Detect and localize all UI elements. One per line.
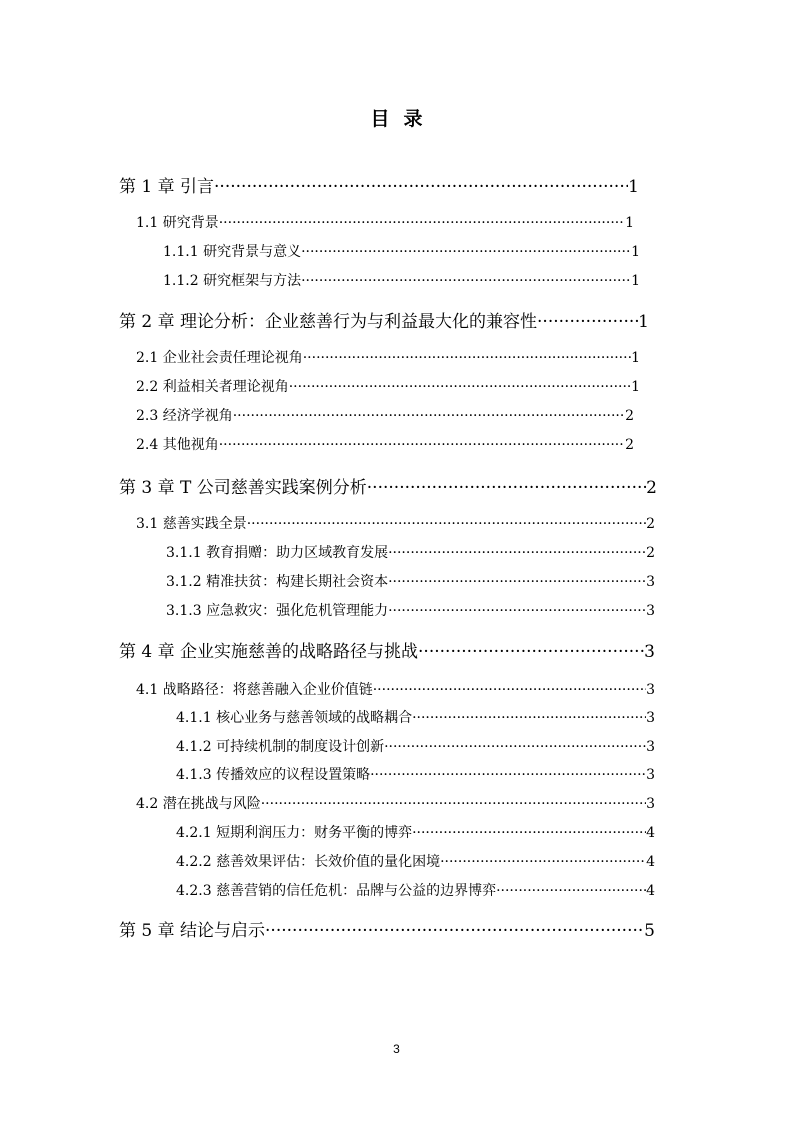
toc-label: 第 5 章 结论与启示: [119, 921, 266, 941]
toc-page: 4: [646, 854, 655, 870]
toc-title: 目录: [370, 108, 437, 130]
toc-label: 1.1.2 研究框架与方法: [163, 273, 302, 289]
toc-chapter-4[interactable]: [119, 637, 655, 661]
toc-page: 1: [638, 312, 649, 332]
toc-page: 3: [646, 603, 655, 619]
toc-leader: [301, 244, 631, 260]
toc-leader: [219, 215, 625, 231]
toc-subsection-4-1-1[interactable]: [176, 707, 655, 727]
toc-page: 1: [631, 244, 640, 260]
toc-label: 第 3 章 T 公司慈善实践案例分析: [119, 478, 367, 498]
toc-leader: [537, 312, 638, 332]
toc-subsection-4-2-3[interactable]: [176, 880, 655, 900]
toc-label: 第 1 章 引言: [119, 177, 215, 197]
toc-chapter-3[interactable]: [119, 473, 657, 497]
toc-subsection-3-1-2[interactable]: [166, 571, 655, 591]
toc-page: 4: [646, 825, 655, 841]
toc-leader: [370, 767, 646, 783]
toc-section-4-2[interactable]: [136, 793, 655, 813]
toc-label: 2.3 经济学视角: [136, 408, 233, 424]
toc-label: 第 2 章 理论分析：企业慈善行为与利益最大化的兼容性: [119, 312, 538, 332]
toc-page: 1: [631, 273, 640, 289]
toc-page: 1: [631, 379, 640, 395]
toc-label: 4.2.2 慈善效果评估：长效价值的量化困境: [176, 854, 441, 870]
toc-chapter-1[interactable]: [119, 172, 639, 196]
toc-leader: [388, 545, 646, 561]
toc-leader: [412, 825, 646, 841]
toc-label: 4.2.1 短期利润压力：财务平衡的博弈: [176, 825, 413, 841]
toc-section-3-1[interactable]: [136, 513, 655, 533]
toc-page: 2: [646, 478, 657, 498]
toc-page: 3: [644, 642, 655, 662]
toc-leader: [289, 379, 631, 395]
toc-section-1-1[interactable]: [136, 212, 634, 232]
toc-chapter-5[interactable]: [119, 916, 655, 940]
toc-section-4-1[interactable]: [136, 679, 655, 699]
toc-label: 2.4 其他视角: [136, 437, 219, 453]
toc-label: 4.2 潜在挑战与风险: [136, 796, 261, 812]
toc-page: 3: [646, 682, 655, 698]
toc-page: 1: [625, 215, 634, 231]
toc-leader: [301, 273, 631, 289]
toc-subsection-4-1-2[interactable]: [176, 736, 655, 756]
toc-label: 2.1 企业社会责任理论视角: [136, 350, 303, 366]
toc-section-2-1[interactable]: [136, 347, 640, 367]
toc-page: 1: [628, 177, 639, 197]
toc-leader: [233, 408, 625, 424]
toc-leader: [418, 642, 644, 662]
toc-leader: [440, 854, 646, 870]
toc-page: 2: [625, 437, 634, 453]
toc-label: 4.1.2 可持续机制的制度设计创新: [176, 739, 385, 755]
toc-leader: [388, 603, 646, 619]
toc-page: 4: [646, 883, 655, 899]
toc-subsection-4-2-1[interactable]: [176, 822, 655, 842]
page-number: 3: [393, 1042, 400, 1056]
toc-subsection-3-1-3[interactable]: [166, 600, 655, 620]
toc-label: 3.1.2 精准扶贫：构建长期社会资本: [166, 574, 389, 590]
toc-subsection-1-1-2[interactable]: [163, 270, 640, 290]
toc-leader: [496, 883, 646, 899]
toc-label: 4.1.3 传播效应的议程设置策略: [176, 767, 371, 783]
toc-page: 3: [646, 710, 655, 726]
toc-leader: [373, 682, 646, 698]
toc-leader: [265, 921, 644, 941]
toc-subsection-4-1-3[interactable]: [176, 764, 655, 784]
toc-page: 3: [646, 574, 655, 590]
toc-label: 1.1.1 研究背景与意义: [163, 244, 302, 260]
toc-page: 3: [646, 796, 655, 812]
toc-label: 1.1 研究背景: [136, 215, 219, 231]
toc-label: 2.2 利益相关者理论视角: [136, 379, 289, 395]
toc-label: 3.1.3 应急救灾：强化危机管理能力: [166, 603, 389, 619]
toc-leader: [303, 350, 631, 366]
toc-page: 3: [646, 739, 655, 755]
toc-page: 1: [631, 350, 640, 366]
toc-page: 2: [625, 408, 634, 424]
toc-leader: [214, 177, 628, 197]
toc-leader: [367, 478, 646, 498]
toc-section-2-3[interactable]: [136, 405, 634, 425]
toc-section-2-4[interactable]: [136, 434, 634, 454]
toc-label: 3.1 慈善实践全景: [136, 516, 247, 532]
toc-label: 3.1.1 教育捐赠：助力区域教育发展: [166, 545, 389, 561]
toc-leader: [219, 437, 625, 453]
toc-subsection-3-1-1[interactable]: [166, 542, 655, 562]
toc-label: 第 4 章 企业实施慈善的战略路径与挑战: [119, 642, 419, 662]
toc-subsection-1-1-1[interactable]: [163, 241, 640, 261]
toc-page: 3: [646, 767, 655, 783]
toc-label: 4.1.1 核心业务与慈善领域的战略耦合: [176, 710, 413, 726]
toc-page: 2: [646, 516, 655, 532]
toc-leader: [261, 796, 646, 812]
toc-leader: [247, 516, 646, 532]
toc-page: 5: [644, 921, 655, 941]
toc-subsection-4-2-2[interactable]: [176, 851, 655, 871]
toc-label: 4.2.3 慈善营销的信任危机：品牌与公益的边界博弈: [176, 883, 497, 899]
toc-label: 4.1 战略路径：将慈善融入企业价值链: [136, 682, 373, 698]
toc-leader: [412, 710, 646, 726]
toc-leader: [384, 739, 646, 755]
toc-chapter-2[interactable]: [119, 307, 649, 331]
toc-page: 2: [646, 545, 655, 561]
toc-section-2-2[interactable]: [136, 376, 640, 396]
toc-leader: [388, 574, 646, 590]
